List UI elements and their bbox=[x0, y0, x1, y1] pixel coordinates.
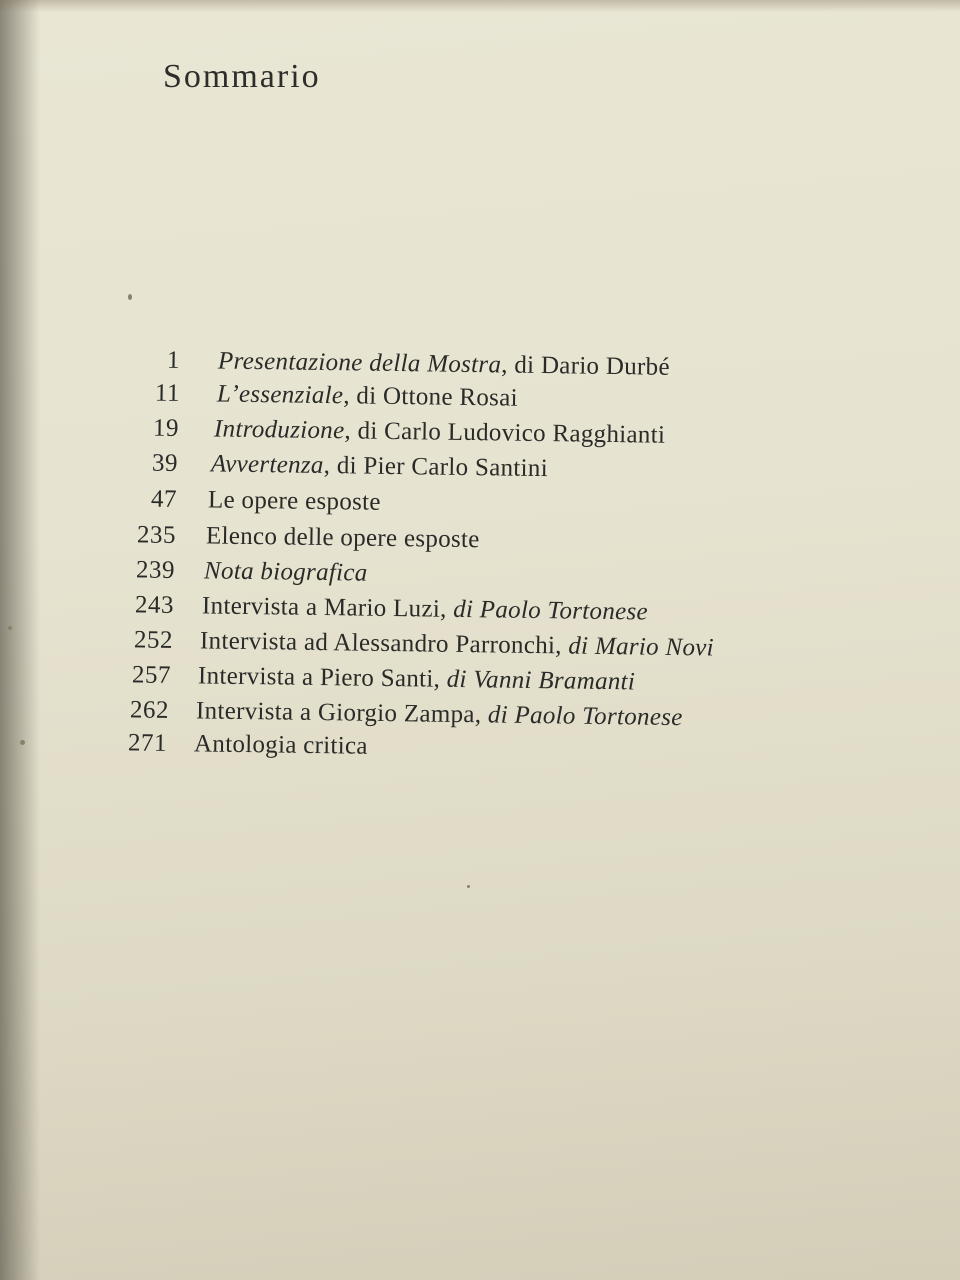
toc-entry-author-italic: di Mario Novi bbox=[568, 632, 715, 662]
toc-entry-author: , di Carlo Ludovico Ragghianti bbox=[344, 417, 666, 449]
paper-speck bbox=[8, 626, 12, 630]
toc-entry-author: , di Pier Carlo Santini bbox=[323, 451, 549, 483]
toc-entry-text bbox=[217, 376, 518, 415]
paper-speck bbox=[20, 740, 25, 745]
toc-entry-title: Presentazione della Mostra bbox=[217, 347, 502, 379]
toc-page-number: 47 bbox=[150, 485, 178, 513]
toc-entry-title: Elenco delle opere esposte bbox=[205, 522, 480, 554]
toc-entry-author-italic: di Vanni Bramanti bbox=[446, 665, 636, 696]
page-title: Sommario bbox=[163, 58, 321, 95]
toc-page-number: 239 bbox=[135, 556, 176, 584]
toc-page-number: 11 bbox=[154, 379, 181, 407]
table-of-contents bbox=[110, 345, 830, 765]
toc-entry-title: Introduzione bbox=[213, 415, 345, 445]
toc-entry-author: , di Dario Durbé bbox=[501, 351, 671, 381]
toc-entry-title: Le opere esposte bbox=[207, 486, 381, 516]
toc-entry-title: Nota biografica bbox=[203, 557, 368, 587]
toc-page-number: 243 bbox=[134, 591, 175, 619]
toc-entry-title: Intervista ad Alessandro Parronchi bbox=[199, 627, 556, 660]
toc-entry-author: , di Ottone Rosai bbox=[343, 382, 519, 412]
toc-page-number: 262 bbox=[129, 696, 170, 724]
toc-page-number: 271 bbox=[127, 729, 168, 757]
toc-entry-text bbox=[206, 518, 480, 557]
toc-entry-text bbox=[208, 482, 381, 519]
toc-entry-title: L’essenziale bbox=[216, 380, 344, 410]
toc-entry-author: , bbox=[433, 665, 447, 693]
paper-speck bbox=[128, 294, 132, 300]
toc-page-number: 39 bbox=[151, 449, 179, 477]
toc-entry-title: Antologia critica bbox=[193, 730, 368, 760]
toc-entry-text bbox=[204, 553, 368, 590]
toc-page-number: 1 bbox=[166, 346, 181, 374]
toc-entry-author-italic: di Paolo Tortonese bbox=[487, 701, 683, 732]
toc-page-number: 19 bbox=[152, 414, 180, 442]
paper-speck bbox=[467, 885, 470, 888]
toc-entry-author-italic: di Paolo Tortonese bbox=[453, 595, 649, 626]
toc-entry-author: , bbox=[439, 595, 454, 623]
toc-entry-text bbox=[194, 726, 368, 763]
toc-page-number: 235 bbox=[136, 521, 177, 549]
toc-entry-author: , bbox=[555, 632, 569, 660]
toc-entry-title: Intervista a Giorgio Zampa bbox=[195, 697, 475, 729]
toc-entry-title: Intervista a Piero Santi bbox=[197, 662, 434, 693]
toc-page-number: 252 bbox=[133, 626, 174, 654]
toc-entry-title: Avvertenza bbox=[210, 450, 324, 479]
toc-entry-author: , bbox=[474, 701, 489, 729]
toc-page-number: 257 bbox=[131, 661, 172, 689]
toc-entry-text bbox=[211, 446, 548, 486]
toc-entry-text bbox=[198, 658, 636, 699]
toc-entry-title: Intervista a Mario Luzi bbox=[201, 592, 441, 623]
